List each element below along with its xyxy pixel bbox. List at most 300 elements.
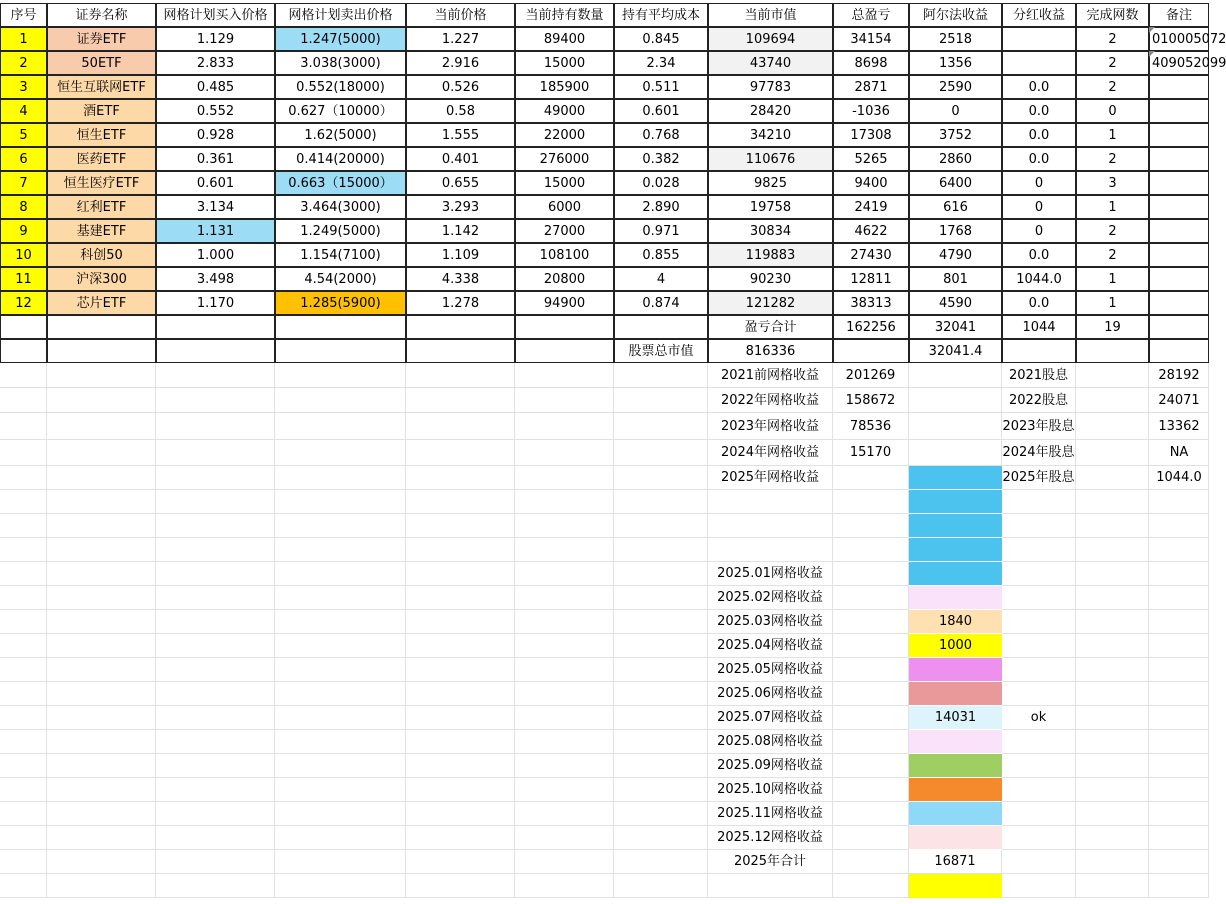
empty-cell[interactable] [614,315,708,339]
empty-cell[interactable] [156,315,275,339]
empty-cell[interactable] [1076,706,1149,730]
data-cell[interactable]: 1.278 [406,291,515,315]
data-cell[interactable]: 0.845 [614,27,708,51]
empty-cell[interactable] [275,634,406,658]
empty-cell[interactable] [708,538,833,562]
data-cell[interactable]: 0.552(18000) [275,75,406,99]
data-cell[interactable]: 121282 [708,291,833,315]
empty-cell[interactable] [515,682,614,706]
column-header[interactable]: 备注 [1149,3,1209,27]
empty-cell[interactable] [275,706,406,730]
data-cell[interactable]: 恒生医疗ETF [47,171,156,195]
empty-cell[interactable] [1002,874,1076,898]
monthly-value[interactable] [909,826,1002,850]
data-cell[interactable]: 1768 [909,219,1002,243]
empty-cell[interactable] [0,466,47,490]
totals-cell[interactable]: 162256 [833,315,909,339]
empty-cell[interactable] [1076,874,1149,898]
dividend-value[interactable]: 1044.0 [1149,466,1209,490]
data-cell[interactable]: 0 [1076,99,1149,123]
empty-cell[interactable] [515,466,614,490]
monthly-value[interactable] [909,658,1002,682]
empty-cell[interactable] [406,610,515,634]
empty-cell[interactable] [909,413,1002,440]
empty-cell[interactable] [1076,514,1149,538]
empty-cell[interactable] [1002,490,1076,514]
empty-cell[interactable] [156,802,275,826]
column-header[interactable]: 完成网数 [1076,3,1149,27]
empty-cell[interactable] [47,586,156,610]
data-cell[interactable]: 4 [614,267,708,291]
data-cell[interactable]: 0.526 [406,75,515,99]
empty-cell[interactable] [275,802,406,826]
empty-cell[interactable] [515,778,614,802]
empty-cell[interactable] [0,413,47,440]
empty-cell[interactable] [0,610,47,634]
data-cell[interactable]: 0 [909,99,1002,123]
data-cell[interactable]: 409052099 [1149,51,1209,75]
empty-cell[interactable] [156,730,275,754]
empty-cell[interactable] [406,658,515,682]
data-cell[interactable]: 6 [0,147,47,171]
empty-cell[interactable] [708,874,833,898]
empty-cell[interactable] [47,339,156,363]
empty-cell[interactable] [0,658,47,682]
empty-cell[interactable] [515,538,614,562]
empty-cell[interactable] [406,339,515,363]
data-cell[interactable]: 9400 [833,171,909,195]
empty-cell[interactable] [1076,802,1149,826]
empty-cell[interactable] [515,490,614,514]
empty-cell[interactable] [406,490,515,514]
monthly-value[interactable] [909,682,1002,706]
data-cell[interactable]: 4 [0,99,47,123]
column-header[interactable]: 当前持有数量 [515,3,614,27]
data-cell[interactable]: 2 [1076,51,1149,75]
empty-cell[interactable] [275,778,406,802]
empty-cell[interactable] [1076,682,1149,706]
dividend-value[interactable]: 24071 [1149,388,1209,413]
monthly-value[interactable]: 1840 [909,610,1002,634]
empty-cell[interactable] [833,754,909,778]
data-cell[interactable]: 9 [0,219,47,243]
data-cell[interactable]: 2871 [833,75,909,99]
empty-cell[interactable] [0,706,47,730]
empty-cell[interactable] [515,634,614,658]
data-cell[interactable]: 0.414(20000) [275,147,406,171]
empty-cell[interactable] [406,388,515,413]
data-cell[interactable]: 0.485 [156,75,275,99]
empty-cell[interactable] [614,730,708,754]
data-cell[interactable]: 0.361 [156,147,275,171]
data-cell[interactable]: 34210 [708,123,833,147]
data-cell[interactable]: 1 [1076,291,1149,315]
empty-cell[interactable] [156,874,275,898]
empty-cell[interactable] [156,850,275,874]
data-cell[interactable]: 3.038(3000) [275,51,406,75]
empty-cell[interactable] [406,802,515,826]
totals-cell[interactable]: 盈亏合计 [708,315,833,339]
dividend-value[interactable]: NA [1149,440,1209,466]
empty-cell[interactable] [406,562,515,586]
column-header[interactable]: 证券名称 [47,3,156,27]
empty-cell[interactable] [406,440,515,466]
empty-cell[interactable] [833,634,909,658]
empty-cell[interactable] [47,730,156,754]
empty-cell[interactable] [1149,682,1209,706]
monthly-value[interactable] [909,802,1002,826]
data-cell[interactable]: 0.655 [406,171,515,195]
empty-cell[interactable] [515,514,614,538]
empty-cell[interactable] [1076,754,1149,778]
empty-cell[interactable] [156,610,275,634]
data-cell[interactable]: 17308 [833,123,909,147]
empty-cell[interactable] [47,826,156,850]
empty-cell[interactable] [1002,802,1076,826]
data-cell[interactable]: 0.971 [614,219,708,243]
empty-cell[interactable] [0,514,47,538]
data-cell[interactable]: 801 [909,267,1002,291]
empty-cell[interactable] [614,634,708,658]
empty-cell[interactable] [156,466,275,490]
empty-cell[interactable] [275,490,406,514]
data-cell[interactable]: 2 [1076,27,1149,51]
empty-cell[interactable] [515,586,614,610]
empty-cell[interactable] [833,706,909,730]
empty-cell[interactable] [47,315,156,339]
empty-cell[interactable] [515,413,614,440]
data-cell[interactable]: 1 [1076,123,1149,147]
empty-cell[interactable] [515,562,614,586]
data-cell[interactable]: 27000 [515,219,614,243]
comment-indicator-icon[interactable] [1149,51,1155,57]
data-cell[interactable]: 基建ETF [47,219,156,243]
empty-cell[interactable] [47,778,156,802]
monthly-label[interactable]: 2025.06网格收益 [708,682,833,706]
monthly-label[interactable]: 2025.03网格收益 [708,610,833,634]
empty-cell[interactable] [833,730,909,754]
data-cell[interactable]: 1.62(5000) [275,123,406,147]
empty-cell[interactable] [156,490,275,514]
data-cell[interactable]: 43740 [708,51,833,75]
yearly-label[interactable]: 2024年网格收益 [708,440,833,466]
data-cell[interactable]: 2 [1076,243,1149,267]
data-cell[interactable]: 0.0 [1002,243,1076,267]
data-cell[interactable]: 12 [0,291,47,315]
empty-cell[interactable] [1149,706,1209,730]
empty-cell[interactable] [156,339,275,363]
data-cell[interactable]: 9825 [708,171,833,195]
empty-cell[interactable] [156,538,275,562]
yearly-label[interactable]: 2023年网格收益 [708,413,833,440]
empty-cell[interactable] [1149,634,1209,658]
empty-cell[interactable] [406,363,515,388]
empty-cell[interactable] [1076,562,1149,586]
data-cell[interactable]: 94900 [515,291,614,315]
empty-cell[interactable] [1076,850,1149,874]
empty-cell[interactable] [47,658,156,682]
data-cell[interactable]: 3.134 [156,195,275,219]
empty-cell[interactable] [47,682,156,706]
empty-cell[interactable] [275,388,406,413]
empty-cell[interactable] [156,634,275,658]
empty-cell[interactable] [275,514,406,538]
empty-cell[interactable] [1149,339,1209,363]
empty-cell[interactable] [1076,826,1149,850]
empty-cell[interactable] [1149,514,1209,538]
data-cell[interactable]: 1 [0,27,47,51]
empty-cell[interactable] [614,610,708,634]
empty-cell[interactable] [614,754,708,778]
empty-cell[interactable] [1002,658,1076,682]
empty-cell[interactable] [1076,363,1149,388]
empty-cell[interactable] [275,363,406,388]
data-cell[interactable]: 6000 [515,195,614,219]
empty-cell[interactable] [833,514,909,538]
empty-cell[interactable] [1149,315,1209,339]
data-cell[interactable]: 4622 [833,219,909,243]
dividend-value[interactable]: 28192 [1149,363,1209,388]
data-cell[interactable]: 15000 [515,171,614,195]
column-header[interactable]: 持有平均成本 [614,3,708,27]
data-cell[interactable]: 2 [1076,219,1149,243]
data-cell[interactable]: 2518 [909,27,1002,51]
year-total-value[interactable]: 16871 [909,850,1002,874]
data-cell[interactable]: 0 [1002,195,1076,219]
data-cell[interactable]: 109694 [708,27,833,51]
empty-cell[interactable] [156,562,275,586]
column-header[interactable]: 分红收益 [1002,3,1076,27]
data-cell[interactable] [1149,147,1209,171]
empty-cell[interactable] [47,874,156,898]
data-cell[interactable]: 10 [0,243,47,267]
empty-cell[interactable] [515,826,614,850]
dividend-label[interactable]: 2022股息 [1002,388,1076,413]
yearly-value[interactable]: 78536 [833,413,909,440]
empty-cell[interactable] [156,826,275,850]
empty-cell[interactable] [47,466,156,490]
empty-cell[interactable] [156,778,275,802]
empty-cell[interactable] [1149,658,1209,682]
data-cell[interactable] [1002,27,1076,51]
empty-cell[interactable] [614,562,708,586]
data-cell[interactable] [1149,243,1209,267]
data-cell[interactable]: 医药ETF [47,147,156,171]
empty-cell[interactable] [47,850,156,874]
empty-cell[interactable] [0,363,47,388]
data-cell[interactable] [1149,195,1209,219]
empty-cell[interactable] [0,874,47,898]
data-cell[interactable]: 1044.0 [1002,267,1076,291]
data-cell[interactable]: 616 [909,195,1002,219]
data-cell[interactable]: 22000 [515,123,614,147]
empty-cell[interactable] [156,514,275,538]
empty-cell[interactable] [275,562,406,586]
data-cell[interactable]: 1356 [909,51,1002,75]
data-cell[interactable]: 0.855 [614,243,708,267]
data-cell[interactable]: 0.768 [614,123,708,147]
empty-cell[interactable] [515,874,614,898]
data-cell[interactable]: 2 [0,51,47,75]
data-cell[interactable] [1149,291,1209,315]
empty-cell[interactable] [406,466,515,490]
data-cell[interactable]: 2.916 [406,51,515,75]
empty-cell[interactable] [0,730,47,754]
empty-cell[interactable] [1149,874,1209,898]
empty-cell[interactable] [156,363,275,388]
data-cell[interactable]: 15000 [515,51,614,75]
empty-cell[interactable] [406,413,515,440]
empty-cell[interactable] [909,363,1002,388]
empty-cell[interactable] [1076,586,1149,610]
empty-cell[interactable] [1149,754,1209,778]
empty-cell[interactable] [156,586,275,610]
empty-cell[interactable] [275,315,406,339]
empty-cell[interactable] [406,826,515,850]
empty-cell[interactable] [1149,730,1209,754]
data-cell[interactable]: 0.382 [614,147,708,171]
monthly-value[interactable] [909,754,1002,778]
monthly-note[interactable]: ok [1002,706,1076,730]
empty-cell[interactable] [833,586,909,610]
empty-cell[interactable] [275,850,406,874]
empty-cell[interactable] [1002,730,1076,754]
monthly-label[interactable]: 2025.10网格收益 [708,778,833,802]
data-cell[interactable]: 97783 [708,75,833,99]
monthly-label[interactable]: 2025.02网格收益 [708,586,833,610]
empty-cell[interactable] [515,388,614,413]
empty-cell[interactable] [0,778,47,802]
yearly-value[interactable]: 201269 [833,363,909,388]
data-cell[interactable]: 1.170 [156,291,275,315]
yearly-label[interactable]: 2021前网格收益 [708,363,833,388]
empty-cell[interactable] [614,413,708,440]
empty-cell[interactable] [833,490,909,514]
comment-indicator-icon[interactable] [1149,27,1155,33]
empty-cell[interactable] [156,440,275,466]
data-cell[interactable]: 1.142 [406,219,515,243]
column-header[interactable]: 当前市值 [708,3,833,27]
empty-cell[interactable] [406,754,515,778]
empty-cell[interactable] [275,730,406,754]
data-cell[interactable]: 1.247(5000) [275,27,406,51]
monthly-value[interactable]: 1000 [909,634,1002,658]
data-cell[interactable]: 3.293 [406,195,515,219]
monthly-value[interactable] [909,730,1002,754]
color-fill-cell[interactable] [909,490,1002,514]
empty-cell[interactable] [47,538,156,562]
empty-cell[interactable] [515,754,614,778]
monthly-label[interactable]: 2025.05网格收益 [708,658,833,682]
column-header[interactable]: 网格计划卖出价格 [275,3,406,27]
data-cell[interactable]: 0.663（15000） [275,171,406,195]
empty-cell[interactable] [406,682,515,706]
empty-cell[interactable] [1149,490,1209,514]
empty-cell[interactable] [614,850,708,874]
empty-cell[interactable] [275,826,406,850]
data-cell[interactable] [1149,123,1209,147]
data-cell[interactable]: -1036 [833,99,909,123]
data-cell[interactable] [1149,75,1209,99]
column-header[interactable]: 序号 [0,3,47,27]
column-header[interactable]: 总盈亏 [833,3,909,27]
monthly-label[interactable]: 2025.12网格收益 [708,826,833,850]
color-fill-cell[interactable] [909,466,1002,490]
empty-cell[interactable] [614,363,708,388]
data-cell[interactable]: 185900 [515,75,614,99]
data-cell[interactable]: 89400 [515,27,614,51]
empty-cell[interactable] [1002,634,1076,658]
empty-cell[interactable] [614,440,708,466]
empty-cell[interactable] [1002,778,1076,802]
data-cell[interactable]: 4790 [909,243,1002,267]
empty-cell[interactable] [406,586,515,610]
empty-cell[interactable] [47,802,156,826]
data-cell[interactable]: 2419 [833,195,909,219]
empty-cell[interactable] [833,538,909,562]
empty-cell[interactable] [0,634,47,658]
data-cell[interactable]: 0.0 [1002,75,1076,99]
yearly-value[interactable]: 158672 [833,388,909,413]
data-cell[interactable]: 1 [1076,267,1149,291]
empty-cell[interactable] [614,538,708,562]
data-cell[interactable]: 010005072 [1149,27,1209,51]
yearly-value[interactable]: 15170 [833,440,909,466]
empty-cell[interactable] [614,490,708,514]
market-cell[interactable]: 股票总市值 [614,339,708,363]
empty-cell[interactable] [614,826,708,850]
empty-cell[interactable] [833,610,909,634]
empty-cell[interactable] [156,754,275,778]
empty-cell[interactable] [406,874,515,898]
empty-cell[interactable] [0,826,47,850]
data-cell[interactable]: 3 [0,75,47,99]
empty-cell[interactable] [1002,562,1076,586]
empty-cell[interactable] [156,388,275,413]
data-cell[interactable]: 119883 [708,243,833,267]
data-cell[interactable] [1149,267,1209,291]
dividend-label[interactable]: 2024年股息 [1002,440,1076,466]
data-cell[interactable]: 1.555 [406,123,515,147]
empty-cell[interactable] [1149,850,1209,874]
data-cell[interactable]: 0.627（10000） [275,99,406,123]
data-cell[interactable]: 1.249(5000) [275,219,406,243]
color-fill-cell[interactable] [909,538,1002,562]
empty-cell[interactable] [406,514,515,538]
data-cell[interactable]: 4.54(2000) [275,267,406,291]
data-cell[interactable]: 5 [0,123,47,147]
empty-cell[interactable] [515,440,614,466]
data-cell[interactable]: 酒ETF [47,99,156,123]
empty-cell[interactable] [833,802,909,826]
empty-cell[interactable] [47,754,156,778]
year-total-label[interactable]: 2025年合计 [708,850,833,874]
market-cell[interactable]: 816336 [708,339,833,363]
data-cell[interactable]: 科创50 [47,243,156,267]
empty-cell[interactable] [0,315,47,339]
data-cell[interactable]: 证券ETF [47,27,156,51]
empty-cell[interactable] [47,562,156,586]
empty-cell[interactable] [515,339,614,363]
empty-cell[interactable] [1076,339,1149,363]
empty-cell[interactable] [909,388,1002,413]
totals-cell[interactable]: 19 [1076,315,1149,339]
empty-cell[interactable] [1149,778,1209,802]
data-cell[interactable]: 恒生互联网ETF [47,75,156,99]
data-cell[interactable]: 50ETF [47,51,156,75]
empty-cell[interactable] [47,634,156,658]
data-cell[interactable]: 30834 [708,219,833,243]
